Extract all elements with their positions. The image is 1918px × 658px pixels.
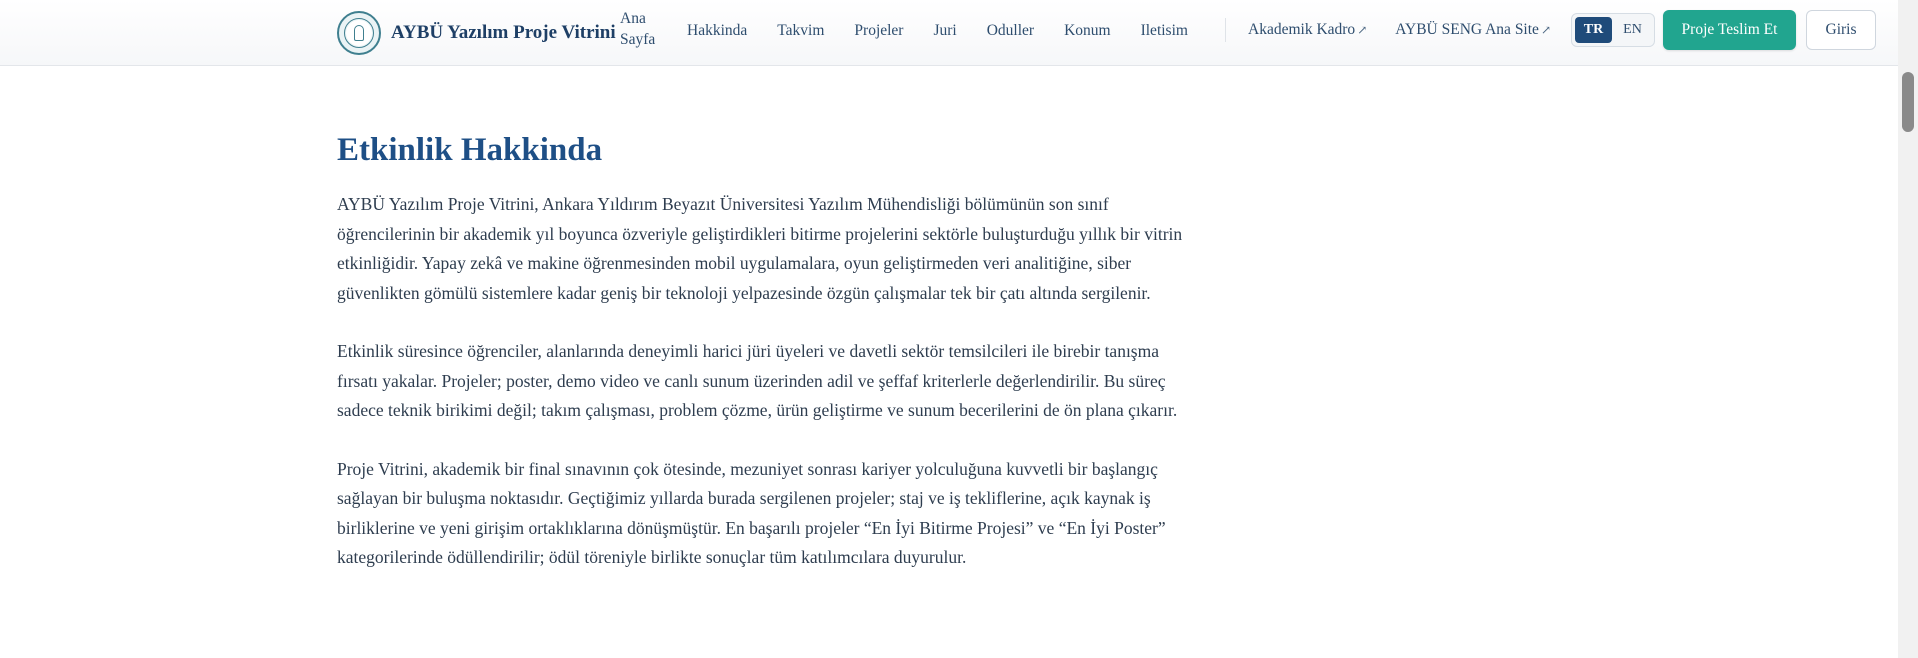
submit-project-button[interactable]: Proje Teslim Et (1663, 10, 1796, 50)
nav-seng-site-label: AYBÜ SENG Ana Site (1395, 21, 1539, 38)
language-toggle (1571, 13, 1655, 47)
nav-iletisim[interactable]: Iletisim (1140, 21, 1188, 39)
external-link-icon: ↗ (1357, 23, 1368, 37)
nav-hakkinda[interactable]: Hakkinda (687, 21, 748, 39)
about-paragraph-2: Etkinlik süresince öğrenciler, alanlarında deneyimli harici jüri üyeleri ve davetli sektör temsilcileri ile birebir tanışma fırsatı yakalar. Projeler; poster, demo video ve canlı sunum üzerinden adil ve şeffaf kriterlerle değerlendirilir. Bu süreç sadece teknik birikimi değil; takım çalışması, problem çözme, ürün geliştirme ve sunum becerilerini de ön plana çıkarır. (337, 341, 1178, 420)
nav-takvim[interactable]: Takvim (777, 21, 825, 39)
nav-home[interactable]: Ana Sayfa (620, 10, 656, 48)
nav-oduller[interactable]: Oduller (986, 21, 1035, 39)
brand[interactable] (337, 10, 616, 56)
lang-en-button[interactable]: EN (1623, 22, 1642, 37)
nav-akademik-kadro[interactable] (1248, 19, 1367, 41)
scrollbar[interactable] (1898, 0, 1918, 658)
nav-juri[interactable]: Juri (933, 21, 957, 39)
top-navigation-bar (0, 0, 1898, 66)
external-nav (1248, 0, 1579, 60)
lang-tr-button[interactable]: TR (1575, 17, 1612, 43)
about-section (337, 128, 1197, 602)
about-paragraph-3: Proje Vitrini, akademik bir final sınavının çok ötesinde, mezuniyet sonrası kariyer yolculuğuna kuvvetli bir başlangıç sağlayan bir buluşma noktasıdır. Geçtiğimiz yıllarda burada sergilenen projeler; staj ve iş tekliflerine, açık kaynak iş birliklerine ve yeni girişim ortaklıklarına dönüşmüştür. En başarılı projeler “En İyi Bitirme Projesi” ve “En İyi Poster” kategorilerinde ödüllendirilir; ödül töreniyle birlikte sonuçlar tüm katılımcılara duyurulur. (337, 458, 1166, 567)
nav-projeler[interactable]: Projeler (854, 21, 904, 39)
external-link-icon: ↗ (1540, 23, 1551, 37)
nav-akademik-kadro-label: Akademik Kadro (1248, 21, 1356, 38)
login-button[interactable]: Giris (1806, 10, 1876, 50)
nav-divider (1225, 18, 1226, 42)
scrollbar-thumb[interactable] (1902, 72, 1914, 132)
about-paragraph-1: AYBÜ Yazılım Proje Vitrini, Ankara Yıldırım Beyazıt Üniversitesi Yazılım Mühendisliği bölümünün son sınıf öğrencilerinin bir akademik yıl boyunca özveriyle geliştirdikleri bitirme projelerini sektörle buluşturduğu yıllık bir vitrin etkinliğidir. Yapay zekâ ve makine öğrenmesinden mobil uygulamalara, oyun geliştirmeden veri analitiğine, siber güvenlikten gömülü sistemlere kadar geniş bir teknoloji yelpazesinde özgün çalışmalar tek bir çatı altında sergilenir. (337, 194, 1183, 303)
nav-konum[interactable]: Konum (1064, 21, 1111, 39)
university-seal-icon (337, 11, 381, 55)
page-title: Etkinlik Hakkinda (337, 132, 603, 168)
brand-name: AYBÜ Yazılım Proje Vitrini (391, 22, 616, 43)
main-nav (687, 0, 1218, 60)
nav-seng-site[interactable] (1395, 19, 1551, 41)
